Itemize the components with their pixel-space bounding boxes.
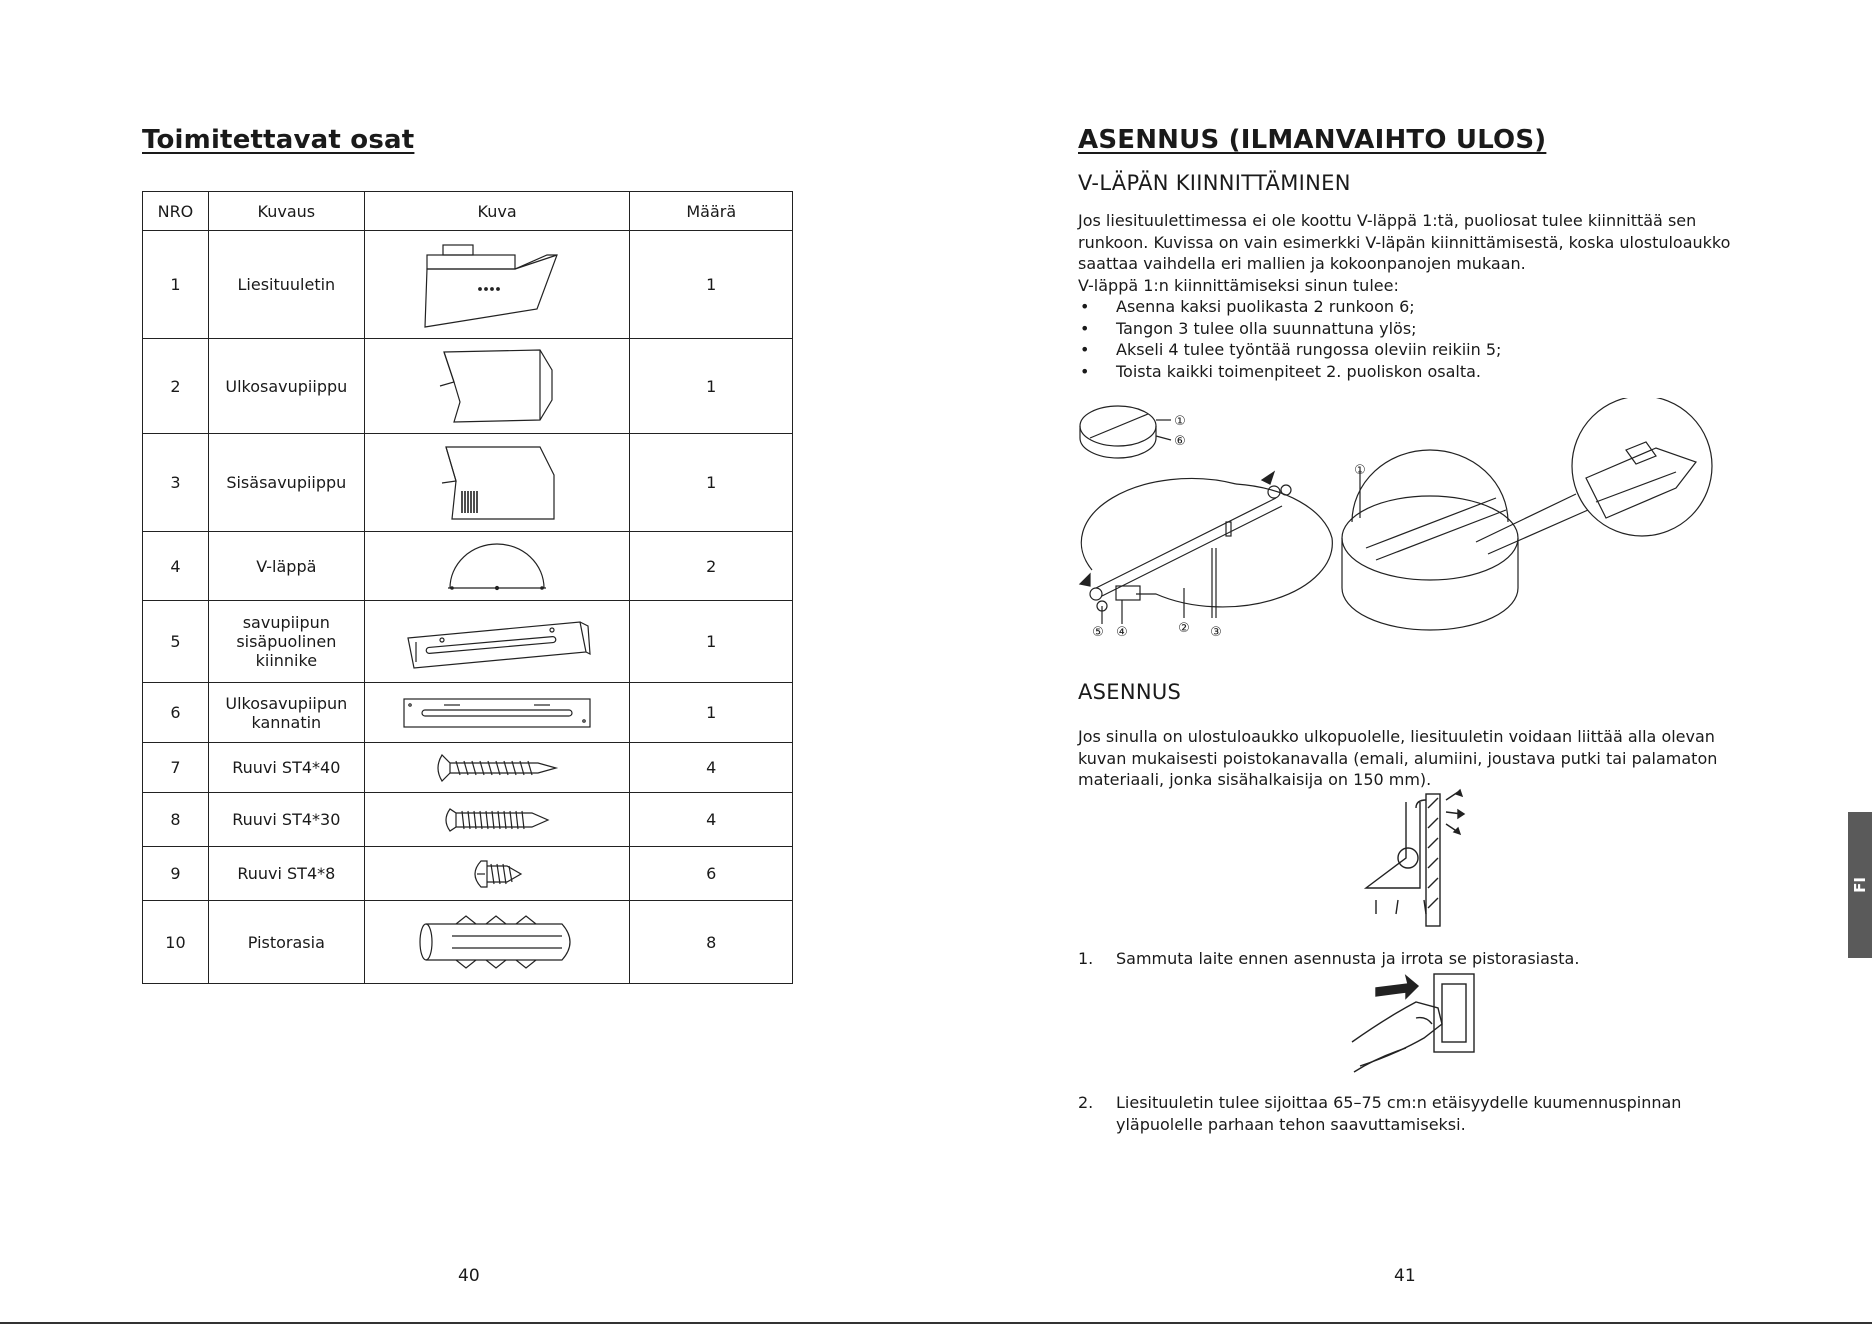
label-1-top: ① <box>1174 414 1186 429</box>
row-no: 3 <box>143 434 209 532</box>
row-desc: Ruuvi ST4*8 <box>208 847 364 901</box>
row-desc: Ulkosavupiippu <box>208 339 364 434</box>
row-no: 4 <box>143 532 209 601</box>
row-no: 6 <box>143 683 209 743</box>
table-row <box>143 683 793 743</box>
table-row <box>143 847 793 901</box>
text-line: runkoon. Kuvissa on vain esimerkki V-läpän kiinnittämisestä, koska ulostuloaukko <box>1078 232 1731 252</box>
row-desc: Ruuvi ST4*40 <box>208 743 364 793</box>
label-6-top: ⑥ <box>1174 434 1186 449</box>
step-2 <box>1078 1092 1681 1135</box>
row-no: 5 <box>143 601 209 683</box>
row-qty: 1 <box>630 683 793 743</box>
row-no: 8 <box>143 793 209 847</box>
table-row <box>143 793 793 847</box>
row-qty: 2 <box>630 532 793 601</box>
table-row <box>143 601 793 683</box>
row-no: 9 <box>143 847 209 901</box>
outer-bracket-icon <box>402 696 592 730</box>
inner-chimney-icon <box>432 441 562 525</box>
parts-table-header <box>143 192 793 231</box>
row-no: 1 <box>143 231 209 339</box>
installation-heading: ASENNUS <box>1078 680 1182 704</box>
installation-title: ASENNUS (ILMANVAIHTO ULOS) <box>1078 125 1547 155</box>
step-text: yläpuolelle parhaan tehon saavuttamiseksi. <box>1116 1114 1466 1134</box>
v-flap-heading: V-LÄPÄN KIINNITTÄMINEN <box>1078 171 1351 195</box>
row-no: 2 <box>143 339 209 434</box>
text-line: saattaa vaihdella eri mallien ja kokoonpanojen mukaan. <box>1078 254 1526 273</box>
label-3: ③ <box>1210 625 1222 640</box>
row-desc: Ulkosavupiipun kannatin <box>208 683 364 743</box>
screw-40-icon <box>432 751 562 785</box>
duct-diagram <box>1346 788 1482 928</box>
label-1-right: ① <box>1354 463 1366 478</box>
row-no: 7 <box>143 743 209 793</box>
row-desc: Pistorasia <box>208 901 364 984</box>
parts-title: Toimitettavat osat <box>142 125 415 155</box>
list-item: • Tangon 3 tulee olla suunnattuna ylös; <box>1080 318 1417 338</box>
row-desc: savupiipun sisäpuolinen kiinnike <box>208 601 364 683</box>
table-row <box>143 532 793 601</box>
step-number: 2. <box>1078 1093 1094 1112</box>
screw-30-icon <box>442 803 552 837</box>
row-qty: 6 <box>630 847 793 901</box>
v-flap-paragraph <box>1078 210 1730 296</box>
label-2: ② <box>1178 621 1190 636</box>
list-item: • Asenna kaksi puolikasta 2 runkoon 6; <box>1080 297 1415 316</box>
table-row <box>143 231 793 339</box>
language-tab-label: FI <box>1851 877 1869 893</box>
step-1 <box>1078 948 1579 970</box>
label-4: ④ <box>1116 625 1128 640</box>
unplug-diagram <box>1346 968 1482 1074</box>
page-number-left: 40 <box>458 1266 480 1286</box>
row-qty: 1 <box>630 339 793 434</box>
row-qty: 4 <box>630 743 793 793</box>
header-qty: Määrä <box>630 192 793 231</box>
text-line: Jos sinulla on ulostuloaukko ulkopuolelle, liesituuletin voidaan liittää alla olevan <box>1078 727 1715 746</box>
label-5: ⑤ <box>1092 625 1104 640</box>
row-qty: 1 <box>630 434 793 532</box>
list-item: • Toista kaikki toimenpiteet 2. puoliskon osalta. <box>1080 361 1481 381</box>
row-desc: Sisäsavupiippu <box>208 434 364 532</box>
outer-chimney-icon <box>432 346 562 426</box>
v-flap-icon <box>442 538 552 594</box>
row-qty: 8 <box>630 901 793 984</box>
row-qty: 4 <box>630 793 793 847</box>
wall-plug-icon <box>412 912 582 972</box>
table-row <box>143 743 793 793</box>
text-line: materiaali, jonka sisähalkaisija on 150 mm). <box>1078 770 1432 789</box>
row-no: 10 <box>143 901 209 984</box>
parts-table <box>142 191 793 984</box>
installation-paragraph <box>1078 726 1717 791</box>
table-row <box>143 901 793 984</box>
v-flap-assembly-diagram <box>1076 398 1756 648</box>
row-desc: Ruuvi ST4*30 <box>208 793 364 847</box>
row-qty: 1 <box>630 601 793 683</box>
list-item: • Akseli 4 tulee työntää rungossa oleviin reikiin 5; <box>1080 340 1502 359</box>
inner-bracket-icon <box>402 612 592 672</box>
range-hood-icon <box>407 239 587 331</box>
row-desc: Liesituuletin <box>208 231 364 339</box>
step-number: 1. <box>1078 949 1094 968</box>
text-line: Jos liesituulettimessa ei ole koottu V-läppä 1:tä, puoliosat tulee kiinnittää sen <box>1078 211 1697 230</box>
header-image: Kuva <box>364 192 630 231</box>
header-no: NRO <box>143 192 209 231</box>
header-desc: Kuvaus <box>208 192 364 231</box>
text-line: V-läppä 1:n kiinnittämiseksi sinun tulee: <box>1078 275 1399 295</box>
row-desc: V-läppä <box>208 532 364 601</box>
table-row <box>143 339 793 434</box>
step-text: Liesituuletin tulee sijoittaa 65–75 cm:n etäisyydelle kuumennuspinnan <box>1116 1093 1682 1112</box>
screw-8-icon <box>467 857 527 891</box>
step-text: Sammuta laite ennen asennusta ja irrota se pistorasiasta. <box>1116 949 1580 968</box>
row-qty: 1 <box>630 231 793 339</box>
v-flap-steps-list <box>1078 296 1501 382</box>
text-line: kuvan mukaisesti poistokanavalla (emali, alumiini, joustava putki tai palamaton <box>1078 748 1718 768</box>
language-tab <box>1848 812 1872 958</box>
page-number-right: 41 <box>1394 1266 1416 1286</box>
table-row <box>143 434 793 532</box>
right-page <box>936 0 1872 1324</box>
